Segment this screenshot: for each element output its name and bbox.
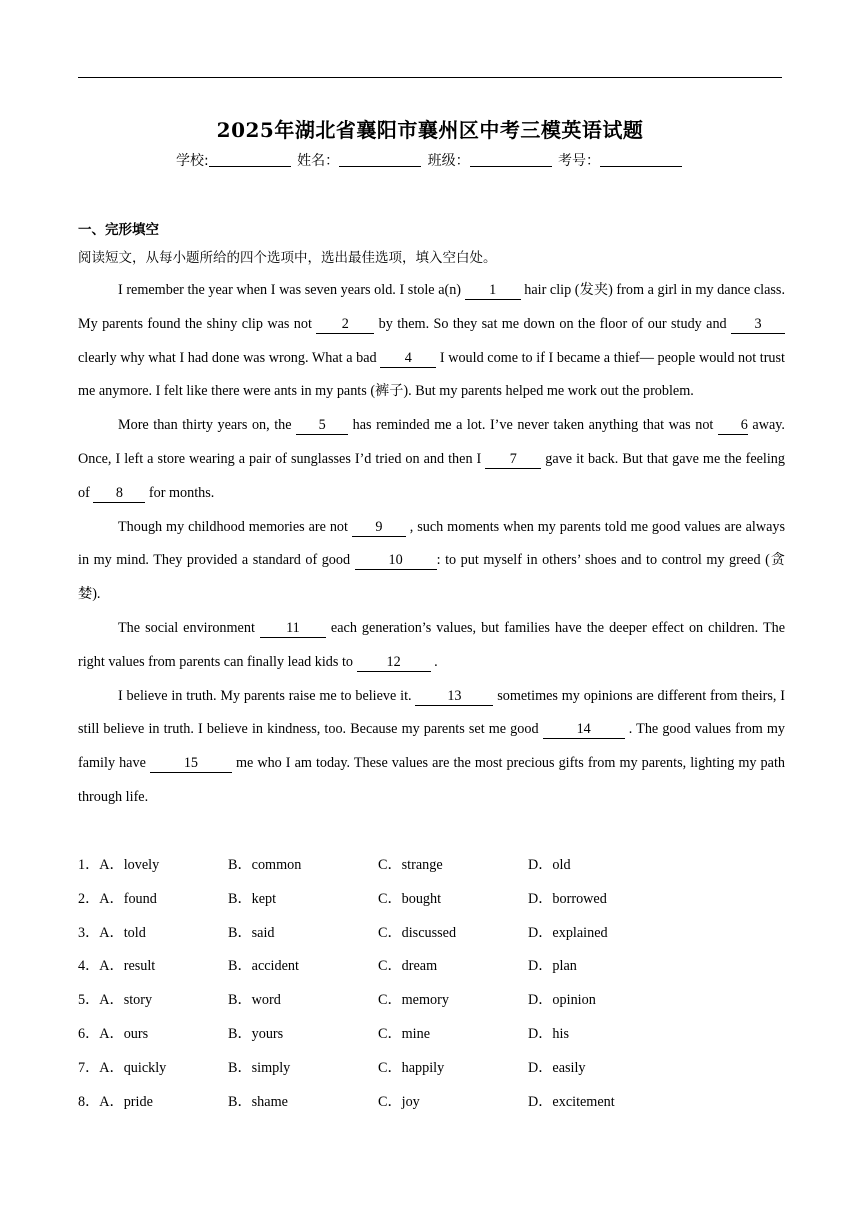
option-row-1 (78, 849, 785, 883)
option-b[interactable]: B．accident (228, 958, 299, 975)
option-c[interactable]: C．bought (378, 890, 442, 907)
option-c[interactable]: C．mine (378, 1025, 431, 1042)
passage-text: each generation’s values, but families have the deeper effect on children. The right values from parents can finally lead kids to (78, 619, 785, 670)
blank-12: 12 (357, 654, 431, 672)
blank-3: 3 (731, 316, 785, 334)
blank-4: 4 (380, 350, 436, 368)
blank-1: 1 (465, 282, 521, 300)
option-b[interactable]: B．shame (228, 1093, 288, 1110)
option-row-6 (78, 1018, 785, 1052)
option-a[interactable]: 6．A．ours (78, 1025, 149, 1042)
passage-text: I remember the year when I was seven years old. I stole a(n) (118, 282, 465, 298)
option-d[interactable]: D．plan (528, 958, 577, 975)
option-b[interactable]: B．simply (228, 1059, 291, 1076)
passage-text: away. Once, I left a store wearing a pair of sunglasses I’d tried on and then I (78, 417, 785, 467)
option-row-8 (78, 1086, 785, 1120)
option-d[interactable]: D．excitement (528, 1093, 615, 1110)
option-a[interactable]: 3．A．told (78, 924, 146, 941)
blank-2: 2 (316, 316, 374, 334)
class-label: 班级： (427, 153, 470, 169)
option-row-2 (78, 883, 785, 917)
blank-11: 11 (260, 620, 326, 638)
passage-text: me who I am today. These values are the most precious gifts from my parents, lighting my path through life. (78, 755, 785, 805)
option-a[interactable]: 1．A．lovely (78, 857, 160, 873)
option-d[interactable]: D．opinion (528, 992, 596, 1009)
option-c[interactable]: C．happily (378, 1059, 445, 1076)
option-row-3 (78, 917, 785, 951)
passage-paragraph-4 (78, 612, 785, 680)
option-b[interactable]: B．common (228, 857, 302, 873)
passage-text: gave it back. But that gave me the feeling of (78, 450, 785, 501)
blank-6: 6 (718, 417, 748, 435)
section-title: 一、完形填空 (78, 222, 159, 238)
exam-number-blank[interactable] (600, 152, 682, 167)
blank-10: 10 (355, 552, 437, 570)
passage-text: . (430, 653, 438, 670)
blank-9: 9 (352, 519, 406, 537)
section-instruction: 阅读短文，从每小题所给的四个选项中，选出最佳选项，填入空白处。 (78, 250, 497, 266)
top-rule (78, 77, 782, 78)
blank-14: 14 (543, 721, 625, 739)
school-blank[interactable] (209, 152, 291, 167)
option-d[interactable]: D．old (528, 857, 571, 873)
option-b[interactable]: B．kept (228, 890, 277, 907)
passage-paragraph-5 (78, 680, 785, 815)
option-d[interactable]: D．explained (528, 924, 608, 941)
passage-text: : to put myself in others’ shoes and to control my greed (贪婪). (78, 552, 785, 603)
passage-text: has reminded me a lot. I’ve never taken anything that was not (348, 417, 718, 434)
cloze-passage (78, 274, 785, 815)
option-b[interactable]: B．word (228, 992, 281, 1009)
option-a[interactable]: 2．A．found (78, 890, 157, 907)
passage-text: . The good values from my family have (78, 721, 785, 772)
passage-text: I believe in truth. My parents raise me to believe it. (118, 687, 416, 704)
option-d[interactable]: D．borrowed (528, 890, 607, 907)
option-a[interactable]: 4．A．result (78, 958, 156, 975)
passage-text: sometimes my opinions are different from theirs, I still believe in truth. I believe in kindness, too. Because my parents set me good (78, 687, 785, 738)
name-label: 姓名： (297, 153, 340, 169)
option-a[interactable]: 8．A．pride (78, 1093, 153, 1110)
option-c[interactable]: C．strange (378, 857, 443, 873)
option-d[interactable]: D．his (528, 1025, 569, 1042)
option-b[interactable]: B．yours (228, 1025, 284, 1042)
name-blank[interactable] (339, 152, 421, 167)
passage-text: The social environment (118, 619, 260, 636)
option-c[interactable]: C．memory (378, 992, 449, 1009)
passage-text: I would come to if I became a thief— people would not trust me anymore. I felt like there were ants in my pants (裤子). But my parents helped me work out the problem. (78, 349, 785, 400)
passage-text: More than thirty years on, the (118, 417, 297, 434)
passage-text: , such moments when my parents told me good values are always in my mind. They provided a standard of good (78, 518, 785, 569)
blank-7: 7 (485, 451, 541, 469)
option-a[interactable]: 7．A．quickly (78, 1059, 167, 1076)
answer-options (78, 849, 785, 1119)
exam-number-label: 考号： (558, 153, 601, 169)
option-c[interactable]: C．discussed (378, 924, 457, 941)
passage-text: Though my childhood memories are not (118, 518, 352, 535)
school-label: 学校: (175, 153, 209, 169)
option-a[interactable]: 5．A．story (78, 992, 153, 1009)
passage-text: clearly why what I had done was wrong. What a bad (78, 349, 381, 366)
blank-5: 5 (296, 417, 348, 435)
passage-paragraph-1 (78, 274, 785, 409)
student-info-line (0, 150, 860, 170)
blank-13: 13 (415, 688, 493, 706)
option-c[interactable]: C．dream (378, 958, 438, 975)
option-row-7 (78, 1052, 785, 1086)
passage-paragraph-3 (78, 511, 785, 612)
option-row-5 (78, 984, 785, 1018)
blank-8: 8 (93, 485, 145, 503)
blank-15: 15 (150, 755, 232, 773)
option-row-4 (78, 950, 785, 984)
passage-text: hair clip (发夹) from a girl in my dance class. My parents found the shiny clip was not (78, 282, 785, 332)
class-blank[interactable] (470, 152, 552, 167)
passage-text: for months. (145, 484, 215, 501)
option-c[interactable]: C．joy (378, 1093, 420, 1110)
passage-paragraph-2 (78, 409, 785, 510)
option-d[interactable]: D．easily (528, 1059, 586, 1076)
option-b[interactable]: B．said (228, 924, 275, 941)
page-title: 2025年湖北省襄阳市襄州区中考三模英语试题 (216, 118, 644, 142)
passage-text: by them. So they sat me down on the floor of our study and (374, 315, 731, 332)
